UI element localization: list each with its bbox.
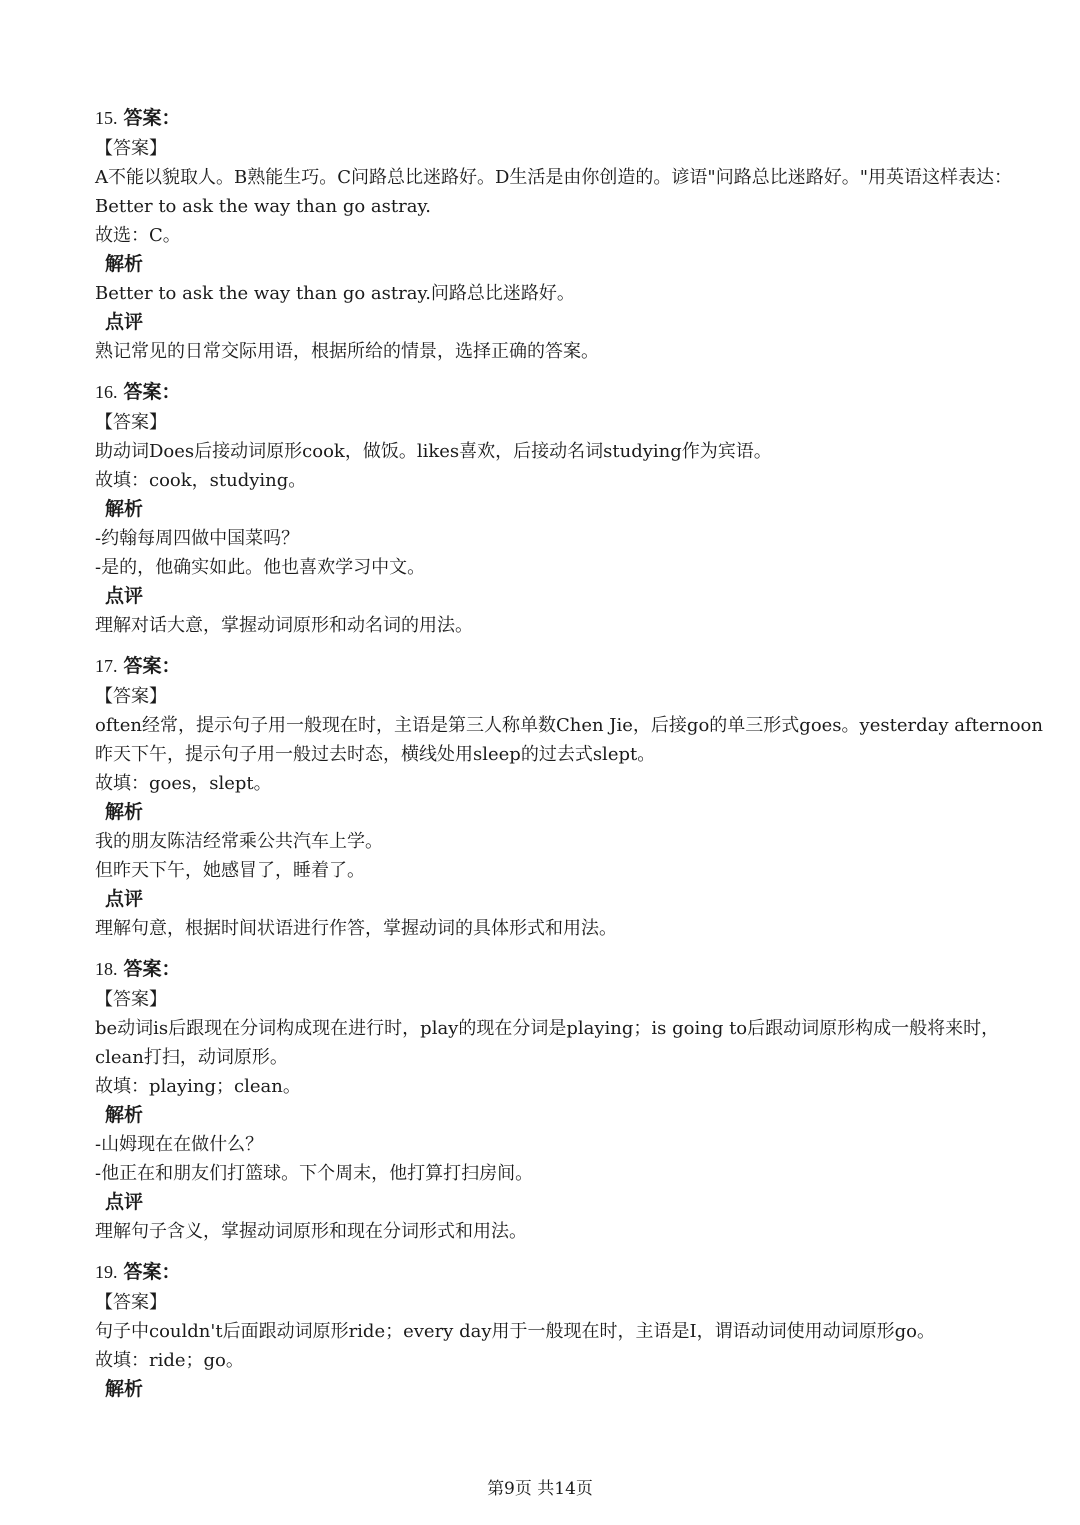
question-header xyxy=(95,953,1045,985)
comment-title: 点评 xyxy=(105,311,144,333)
question-title: 答案： xyxy=(123,655,181,677)
analysis-line: -约翰每周四做中国菜吗？ xyxy=(95,528,300,549)
question-block xyxy=(95,953,1045,1246)
analysis-line: 但昨天下午，她感冒了，睡着了。 xyxy=(95,860,365,881)
question-title: 答案： xyxy=(123,958,181,980)
answer-line: 句子中couldn't后面跟动词原形ride；every day用于一般现在时，主语是I，谓语动词使用动词原形go。 xyxy=(95,1321,935,1342)
comment-title: 点评 xyxy=(105,585,144,607)
question-header xyxy=(95,102,1045,134)
comment-line: 理解句意，根据时间状语进行作答，掌握动词的具体形式和用法。 xyxy=(95,918,617,939)
question-title: 答案： xyxy=(123,107,181,129)
analysis-title: 解析 xyxy=(105,801,144,823)
answer-line: be动词is后跟现在分词构成现在进行时，play的现在分词是playing；is going to后跟动词原形构成一般将来时，clean打扫，动词原形。 xyxy=(95,1018,1000,1068)
answer-line: 故选：C。 xyxy=(95,225,181,246)
question-title: 答案： xyxy=(123,381,181,403)
question-header xyxy=(95,650,1045,682)
answer-tag: 【答案】 xyxy=(95,138,167,159)
page-footer: 第9页 共14页 xyxy=(487,1479,593,1499)
analysis-line: -他正在和朋友们打篮球。下个周末，他打算打扫房间。 xyxy=(95,1163,534,1184)
analysis-title: 解析 xyxy=(105,253,144,275)
analysis-line: -是的，他确实如此。他也喜欢学习中文。 xyxy=(95,557,426,578)
answer-content xyxy=(95,102,1045,1414)
analysis-line: 我的朋友陈洁经常乘公共汽车上学。 xyxy=(95,831,383,852)
answer-line: 故填：goes，slept。 xyxy=(95,773,272,794)
analysis-title: 解析 xyxy=(105,498,144,520)
question-header xyxy=(95,1256,1045,1288)
answer-line: often经常，提示句子用一般现在时，主语是第三人称单数Chen Jie，后接go的单三形式goes。yesterday afternoon昨天下午，提示句子用一般过去时态，横线处用sleep的过去式slept。 xyxy=(95,715,1043,765)
question-number: 19. xyxy=(95,1262,118,1282)
analysis-title: 解析 xyxy=(105,1378,144,1400)
comment-line: 理解句子含义，掌握动词原形和现在分词形式和用法。 xyxy=(95,1221,527,1242)
answer-line: 故填：cook，studying。 xyxy=(95,470,307,491)
answer-tag: 【答案】 xyxy=(95,1292,167,1313)
question-block xyxy=(95,650,1045,943)
analysis-title: 解析 xyxy=(105,1104,144,1126)
question-number: 15. xyxy=(95,108,118,128)
comment-title: 点评 xyxy=(105,1191,144,1213)
answer-line: A不能以貌取人。B熟能生巧。C问路总比迷路好。D生活是由你创造的。谚语"问路总比迷路好。"用英语这样表达：Better to ask the way than go astray. xyxy=(95,167,1012,217)
comment-line: 熟记常见的日常交际用语，根据所给的情景，选择正确的答案。 xyxy=(95,341,599,362)
answer-line: 助动词Does后接动词原形cook，做饭。likes喜欢，后接动名词studying作为宾语。 xyxy=(95,441,772,462)
question-block xyxy=(95,376,1045,640)
answer-tag: 【答案】 xyxy=(95,686,167,707)
question-header xyxy=(95,376,1045,408)
question-number: 16. xyxy=(95,382,118,402)
comment-title: 点评 xyxy=(105,888,144,910)
question-block xyxy=(95,102,1045,366)
question-number: 18. xyxy=(95,959,118,979)
answer-line: 故填：ride；go。 xyxy=(95,1350,244,1371)
analysis-line: -山姆现在在做什么？ xyxy=(95,1134,264,1155)
answer-tag: 【答案】 xyxy=(95,412,167,433)
answer-line: 故填：playing；clean。 xyxy=(95,1076,301,1097)
question-title: 答案： xyxy=(123,1261,181,1283)
question-number: 17. xyxy=(95,656,118,676)
analysis-line: Better to ask the way than go astray.问路总比迷路好。 xyxy=(95,283,575,304)
comment-line: 理解对话大意，掌握动词原形和动名词的用法。 xyxy=(95,615,473,636)
answer-tag: 【答案】 xyxy=(95,989,167,1010)
question-block xyxy=(95,1256,1045,1404)
